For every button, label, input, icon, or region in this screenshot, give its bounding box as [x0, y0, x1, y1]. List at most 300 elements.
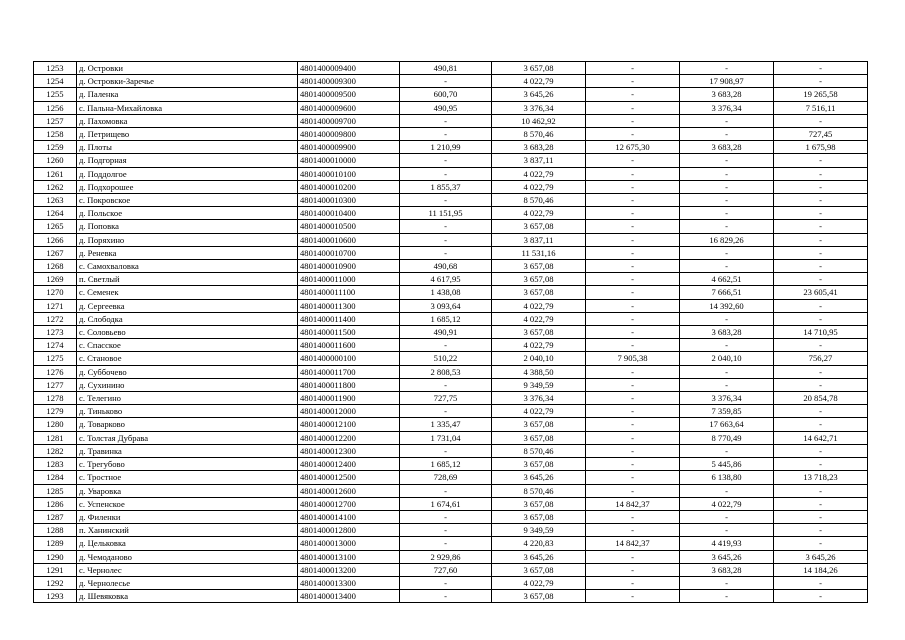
table-row	[34, 444, 868, 457]
oktmo-code-cell: 4801400013100	[298, 550, 400, 563]
value-col-1-cell: 490,91	[400, 326, 492, 339]
value-col-1-cell: 1 685,12	[400, 458, 492, 471]
value-col-4-cell: 2 040,10	[680, 352, 774, 365]
value-col-5-cell: 23 605,41	[774, 286, 868, 299]
value-col-1-cell: -	[400, 524, 492, 537]
row-number-cell: 1277	[34, 378, 77, 391]
value-col-4-cell: 7 666,51	[680, 286, 774, 299]
value-col-4-cell: 3 683,28	[680, 326, 774, 339]
settlement-name-cell: д. Петрищево	[77, 128, 298, 141]
value-col-2-cell: 4 388,50	[492, 365, 586, 378]
oktmo-code-cell: 4801400011900	[298, 392, 400, 405]
oktmo-code-cell: 4801400009900	[298, 141, 400, 154]
value-col-3-cell: -	[586, 180, 680, 193]
table-row	[34, 550, 868, 563]
value-col-3-cell: 14 842,37	[586, 537, 680, 550]
value-col-5-cell: -	[774, 418, 868, 431]
value-col-4-cell: -	[680, 194, 774, 207]
row-number-cell: 1278	[34, 392, 77, 405]
value-col-2-cell: 4 022,79	[492, 312, 586, 325]
table-row	[34, 114, 868, 127]
value-col-5-cell: -	[774, 576, 868, 589]
value-col-2-cell: 9 349,59	[492, 524, 586, 537]
table-row	[34, 405, 868, 418]
settlement-name-cell: д. Поповка	[77, 220, 298, 233]
value-col-4-cell: -	[680, 576, 774, 589]
value-col-3-cell: -	[586, 471, 680, 484]
value-col-2-cell: 3 657,08	[492, 563, 586, 576]
row-number-cell: 1274	[34, 339, 77, 352]
value-col-4-cell: -	[680, 114, 774, 127]
settlement-name-cell: д. Травинка	[77, 444, 298, 457]
row-number-cell: 1291	[34, 563, 77, 576]
value-col-5-cell: -	[774, 510, 868, 523]
settlement-name-cell: д. Шевяковка	[77, 590, 298, 603]
value-col-2-cell: 3 376,34	[492, 392, 586, 405]
table-row	[34, 128, 868, 141]
value-col-4-cell: -	[680, 220, 774, 233]
value-col-5-cell: -	[774, 524, 868, 537]
value-col-3-cell: -	[586, 550, 680, 563]
oktmo-code-cell: 4801400010700	[298, 246, 400, 259]
table-row	[34, 458, 868, 471]
settlement-name-cell: с. Пальна-Михайловка	[77, 101, 298, 114]
oktmo-code-cell: 4801400012100	[298, 418, 400, 431]
oktmo-code-cell: 4801400010500	[298, 220, 400, 233]
value-col-2-cell: 8 570,46	[492, 194, 586, 207]
value-col-5-cell: -	[774, 497, 868, 510]
document-page	[33, 61, 867, 603]
row-number-cell: 1285	[34, 484, 77, 497]
value-col-4-cell: 3 683,28	[680, 563, 774, 576]
oktmo-code-cell: 4801400011700	[298, 365, 400, 378]
table-row	[34, 431, 868, 444]
value-col-5-cell: -	[774, 405, 868, 418]
value-col-4-cell: -	[680, 339, 774, 352]
table-row	[34, 246, 868, 259]
table-row	[34, 392, 868, 405]
table-row	[34, 484, 868, 497]
value-col-2-cell: 4 022,79	[492, 207, 586, 220]
value-col-3-cell: 7 905,38	[586, 352, 680, 365]
oktmo-code-cell: 4801400010000	[298, 154, 400, 167]
value-col-1-cell: -	[400, 510, 492, 523]
value-col-2-cell: 4 022,79	[492, 180, 586, 193]
value-col-5-cell: -	[774, 194, 868, 207]
row-number-cell: 1261	[34, 167, 77, 180]
value-col-2-cell: 3 657,08	[492, 431, 586, 444]
settlement-name-cell: д. Подхорошее	[77, 180, 298, 193]
row-number-cell: 1266	[34, 233, 77, 246]
oktmo-code-cell: 4801400009400	[298, 62, 400, 75]
table-row	[34, 365, 868, 378]
row-number-cell: 1255	[34, 88, 77, 101]
value-col-4-cell: 3 376,34	[680, 392, 774, 405]
table-row	[34, 326, 868, 339]
value-col-3-cell: -	[586, 458, 680, 471]
value-col-3-cell: -	[586, 524, 680, 537]
table-row	[34, 194, 868, 207]
value-col-2-cell: 4 220,83	[492, 537, 586, 550]
oktmo-code-cell: 4801400009600	[298, 101, 400, 114]
value-col-1-cell: -	[400, 194, 492, 207]
value-col-3-cell: -	[586, 418, 680, 431]
value-col-3-cell: -	[586, 405, 680, 418]
value-col-4-cell: -	[680, 378, 774, 391]
table-row	[34, 167, 868, 180]
value-col-3-cell: 14 842,37	[586, 497, 680, 510]
value-col-3-cell: -	[586, 444, 680, 457]
oktmo-code-cell: 4801400011100	[298, 286, 400, 299]
settlement-name-cell: с. Трегубово	[77, 458, 298, 471]
value-col-2-cell: 3 837,11	[492, 233, 586, 246]
settlement-name-cell: п. Ханинский	[77, 524, 298, 537]
value-col-4-cell: -	[680, 524, 774, 537]
oktmo-code-cell: 4801400011800	[298, 378, 400, 391]
value-col-2-cell: 10 462,92	[492, 114, 586, 127]
settlement-name-cell: с. Успенское	[77, 497, 298, 510]
row-number-cell: 1262	[34, 180, 77, 193]
value-col-4-cell: -	[680, 246, 774, 259]
settlement-name-cell: д. Островки	[77, 62, 298, 75]
oktmo-code-cell: 4801400013400	[298, 590, 400, 603]
value-col-4-cell: 5 445,86	[680, 458, 774, 471]
value-col-3-cell: -	[586, 207, 680, 220]
settlement-name-cell: с. Спасское	[77, 339, 298, 352]
value-col-2-cell: 3 645,26	[492, 88, 586, 101]
value-col-5-cell: -	[774, 220, 868, 233]
value-col-3-cell: -	[586, 233, 680, 246]
value-col-2-cell: 8 570,46	[492, 484, 586, 497]
value-col-3-cell: -	[586, 62, 680, 75]
value-col-3-cell: -	[586, 167, 680, 180]
value-col-1-cell: 4 617,95	[400, 273, 492, 286]
oktmo-code-cell: 4801400011500	[298, 326, 400, 339]
value-col-5-cell: -	[774, 246, 868, 259]
row-number-cell: 1290	[34, 550, 77, 563]
value-col-5-cell: -	[774, 62, 868, 75]
value-col-2-cell: 3 657,08	[492, 326, 586, 339]
oktmo-code-cell: 4801400000100	[298, 352, 400, 365]
settlement-name-cell: с. Телегино	[77, 392, 298, 405]
value-col-4-cell: 4 662,51	[680, 273, 774, 286]
value-col-3-cell: -	[586, 75, 680, 88]
value-col-1-cell: -	[400, 378, 492, 391]
oktmo-code-cell: 4801400013000	[298, 537, 400, 550]
row-number-cell: 1273	[34, 326, 77, 339]
value-col-3-cell: -	[586, 246, 680, 259]
value-col-5-cell: -	[774, 299, 868, 312]
value-col-3-cell: -	[586, 194, 680, 207]
value-col-4-cell: 17 908,97	[680, 75, 774, 88]
value-col-5-cell: 7 516,11	[774, 101, 868, 114]
value-col-2-cell: 3 657,08	[492, 273, 586, 286]
value-col-4-cell: 4 419,93	[680, 537, 774, 550]
oktmo-code-cell: 4801400011600	[298, 339, 400, 352]
value-col-1-cell: 600,70	[400, 88, 492, 101]
value-col-2-cell: 3 657,08	[492, 286, 586, 299]
value-col-1-cell: -	[400, 128, 492, 141]
row-number-cell: 1276	[34, 365, 77, 378]
value-col-4-cell: 3 376,34	[680, 101, 774, 114]
table-row	[34, 88, 868, 101]
value-col-1-cell: -	[400, 339, 492, 352]
value-col-5-cell: 19 265,58	[774, 88, 868, 101]
value-col-1-cell: -	[400, 154, 492, 167]
value-col-5-cell: -	[774, 365, 868, 378]
value-col-5-cell: -	[774, 114, 868, 127]
oktmo-code-cell: 4801400011300	[298, 299, 400, 312]
value-col-4-cell: -	[680, 154, 774, 167]
settlement-name-cell: с. Становое	[77, 352, 298, 365]
value-col-1-cell: 490,68	[400, 260, 492, 273]
value-col-4-cell: -	[680, 510, 774, 523]
settlement-name-cell: д. Поддолгое	[77, 167, 298, 180]
value-col-1-cell: -	[400, 233, 492, 246]
row-number-cell: 1275	[34, 352, 77, 365]
value-col-4-cell: 16 829,26	[680, 233, 774, 246]
value-col-1-cell: -	[400, 114, 492, 127]
oktmo-code-cell: 4801400012600	[298, 484, 400, 497]
value-col-4-cell: -	[680, 590, 774, 603]
value-col-3-cell: -	[586, 312, 680, 325]
settlement-name-cell: д. Поряхино	[77, 233, 298, 246]
value-col-5-cell: -	[774, 537, 868, 550]
value-col-4-cell: 7 359,85	[680, 405, 774, 418]
table-row	[34, 510, 868, 523]
settlement-name-cell: д. Уваровка	[77, 484, 298, 497]
oktmo-code-cell: 4801400012400	[298, 458, 400, 471]
row-number-cell: 1265	[34, 220, 77, 233]
settlement-name-cell: с. Семенек	[77, 286, 298, 299]
table-row	[34, 497, 868, 510]
row-number-cell: 1289	[34, 537, 77, 550]
oktmo-code-cell: 4801400012700	[298, 497, 400, 510]
value-col-4-cell: 3 645,26	[680, 550, 774, 563]
table-row	[34, 233, 868, 246]
row-number-cell: 1280	[34, 418, 77, 431]
value-col-1-cell: 728,69	[400, 471, 492, 484]
table-row	[34, 563, 868, 576]
value-col-2-cell: 4 022,79	[492, 75, 586, 88]
value-col-5-cell: 14 184,26	[774, 563, 868, 576]
value-col-5-cell: -	[774, 260, 868, 273]
value-col-3-cell: -	[586, 88, 680, 101]
oktmo-code-cell: 4801400013200	[298, 563, 400, 576]
oktmo-code-cell: 4801400010900	[298, 260, 400, 273]
table-row	[34, 260, 868, 273]
table-row	[34, 590, 868, 603]
row-number-cell: 1286	[34, 497, 77, 510]
row-number-cell: 1271	[34, 299, 77, 312]
row-number-cell: 1279	[34, 405, 77, 418]
table-row	[34, 378, 868, 391]
settlement-name-cell: д. Тиньково	[77, 405, 298, 418]
value-col-2-cell: 4 022,79	[492, 299, 586, 312]
value-col-4-cell: -	[680, 207, 774, 220]
settlement-name-cell: д. Паленка	[77, 88, 298, 101]
value-col-3-cell: -	[586, 260, 680, 273]
value-col-3-cell: -	[586, 576, 680, 589]
value-col-4-cell: -	[680, 312, 774, 325]
table-row	[34, 537, 868, 550]
table-row	[34, 75, 868, 88]
value-col-4-cell: 8 770,49	[680, 431, 774, 444]
value-col-1-cell: -	[400, 590, 492, 603]
value-col-3-cell: -	[586, 326, 680, 339]
oktmo-code-cell: 4801400009500	[298, 88, 400, 101]
table-row	[34, 62, 868, 75]
row-number-cell: 1292	[34, 576, 77, 589]
value-col-2-cell: 3 657,08	[492, 590, 586, 603]
settlements-table	[33, 61, 868, 603]
table-body	[34, 62, 868, 603]
settlement-name-cell: д. Сухининo	[77, 378, 298, 391]
value-col-2-cell: 8 570,46	[492, 128, 586, 141]
value-col-2-cell: 2 040,10	[492, 352, 586, 365]
value-col-2-cell: 3 837,11	[492, 154, 586, 167]
value-col-4-cell: -	[680, 260, 774, 273]
settlement-name-cell: д. Товарково	[77, 418, 298, 431]
value-col-5-cell: 1 675,98	[774, 141, 868, 154]
table-row	[34, 471, 868, 484]
settlement-name-cell: д. Польское	[77, 207, 298, 220]
value-col-2-cell: 4 022,79	[492, 167, 586, 180]
row-number-cell: 1260	[34, 154, 77, 167]
oktmo-code-cell: 4801400012800	[298, 524, 400, 537]
row-number-cell: 1281	[34, 431, 77, 444]
value-col-5-cell: -	[774, 484, 868, 497]
value-col-3-cell: -	[586, 273, 680, 286]
row-number-cell: 1270	[34, 286, 77, 299]
settlement-name-cell: с. Соловьево	[77, 326, 298, 339]
settlement-name-cell: с. Чернолес	[77, 563, 298, 576]
value-col-4-cell: -	[680, 62, 774, 75]
value-col-5-cell: -	[774, 378, 868, 391]
oktmo-code-cell: 4801400009800	[298, 128, 400, 141]
value-col-3-cell: -	[586, 286, 680, 299]
oktmo-code-cell: 4801400010200	[298, 180, 400, 193]
row-number-cell: 1254	[34, 75, 77, 88]
settlement-name-cell: д. Сергеевка	[77, 299, 298, 312]
row-number-cell: 1256	[34, 101, 77, 114]
row-number-cell: 1293	[34, 590, 77, 603]
value-col-5-cell: -	[774, 339, 868, 352]
value-col-2-cell: 3 657,08	[492, 510, 586, 523]
value-col-3-cell: -	[586, 299, 680, 312]
table-row	[34, 418, 868, 431]
value-col-5-cell: -	[774, 207, 868, 220]
table-row	[34, 207, 868, 220]
value-col-5-cell: -	[774, 458, 868, 471]
value-col-5-cell: 14 710,95	[774, 326, 868, 339]
settlement-name-cell: д. Плоты	[77, 141, 298, 154]
value-col-5-cell: -	[774, 233, 868, 246]
value-col-2-cell: 4 022,79	[492, 339, 586, 352]
value-col-2-cell: 3 683,28	[492, 141, 586, 154]
settlement-name-cell: д. Пахомовка	[77, 114, 298, 127]
oktmo-code-cell: 4801400010400	[298, 207, 400, 220]
value-col-3-cell: -	[586, 431, 680, 444]
oktmo-code-cell: 4801400013300	[298, 576, 400, 589]
value-col-2-cell: 9 349,59	[492, 378, 586, 391]
row-number-cell: 1288	[34, 524, 77, 537]
value-col-4-cell: 3 683,28	[680, 141, 774, 154]
settlement-name-cell: д. Островки-Заречье	[77, 75, 298, 88]
oktmo-code-cell: 4801400011400	[298, 312, 400, 325]
settlement-name-cell: д. Филенки	[77, 510, 298, 523]
value-col-3-cell: -	[586, 510, 680, 523]
value-col-5-cell: 3 645,26	[774, 550, 868, 563]
table-row	[34, 312, 868, 325]
settlement-name-cell: с. Толстая Дубрава	[77, 431, 298, 444]
settlement-name-cell: с. Тростное	[77, 471, 298, 484]
table-row	[34, 141, 868, 154]
value-col-3-cell: -	[586, 590, 680, 603]
value-col-1-cell: 727,60	[400, 563, 492, 576]
value-col-1-cell: 727,75	[400, 392, 492, 405]
value-col-1-cell: 2 808,53	[400, 365, 492, 378]
oktmo-code-cell: 4801400012200	[298, 431, 400, 444]
value-col-4-cell: -	[680, 365, 774, 378]
value-col-5-cell: 14 642,71	[774, 431, 868, 444]
settlement-name-cell: п. Светлый	[77, 273, 298, 286]
value-col-3-cell: -	[586, 101, 680, 114]
row-number-cell: 1264	[34, 207, 77, 220]
row-number-cell: 1263	[34, 194, 77, 207]
row-number-cell: 1284	[34, 471, 77, 484]
value-col-5-cell: -	[774, 180, 868, 193]
value-col-1-cell: 1 731,04	[400, 431, 492, 444]
value-col-3-cell: -	[586, 339, 680, 352]
value-col-3-cell: -	[586, 114, 680, 127]
value-col-5-cell: 727,45	[774, 128, 868, 141]
value-col-1-cell: 510,22	[400, 352, 492, 365]
value-col-5-cell: -	[774, 590, 868, 603]
row-number-cell: 1253	[34, 62, 77, 75]
value-col-1-cell: -	[400, 75, 492, 88]
value-col-4-cell: 17 663,64	[680, 418, 774, 431]
value-col-2-cell: 3 657,08	[492, 220, 586, 233]
value-col-1-cell: -	[400, 167, 492, 180]
value-col-1-cell: 490,95	[400, 101, 492, 114]
value-col-2-cell: 4 022,79	[492, 576, 586, 589]
table-row	[34, 154, 868, 167]
row-number-cell: 1287	[34, 510, 77, 523]
value-col-2-cell: 3 645,26	[492, 550, 586, 563]
table-row	[34, 220, 868, 233]
value-col-5-cell: 13 718,23	[774, 471, 868, 484]
value-col-5-cell: -	[774, 167, 868, 180]
settlement-name-cell: с. Самохваловка	[77, 260, 298, 273]
row-number-cell: 1258	[34, 128, 77, 141]
oktmo-code-cell: 4801400009300	[298, 75, 400, 88]
settlement-name-cell: д. Реневка	[77, 246, 298, 259]
value-col-1-cell: 1 685,12	[400, 312, 492, 325]
value-col-1-cell: 1 438,08	[400, 286, 492, 299]
value-col-3-cell: -	[586, 128, 680, 141]
table-row	[34, 339, 868, 352]
table-row	[34, 352, 868, 365]
value-col-2-cell: 3 657,08	[492, 497, 586, 510]
value-col-4-cell: -	[680, 444, 774, 457]
value-col-1-cell: 11 151,95	[400, 207, 492, 220]
settlement-name-cell: д. Чемоданово	[77, 550, 298, 563]
value-col-3-cell: 12 675,30	[586, 141, 680, 154]
value-col-3-cell: -	[586, 484, 680, 497]
value-col-1-cell: -	[400, 405, 492, 418]
oktmo-code-cell: 4801400009700	[298, 114, 400, 127]
